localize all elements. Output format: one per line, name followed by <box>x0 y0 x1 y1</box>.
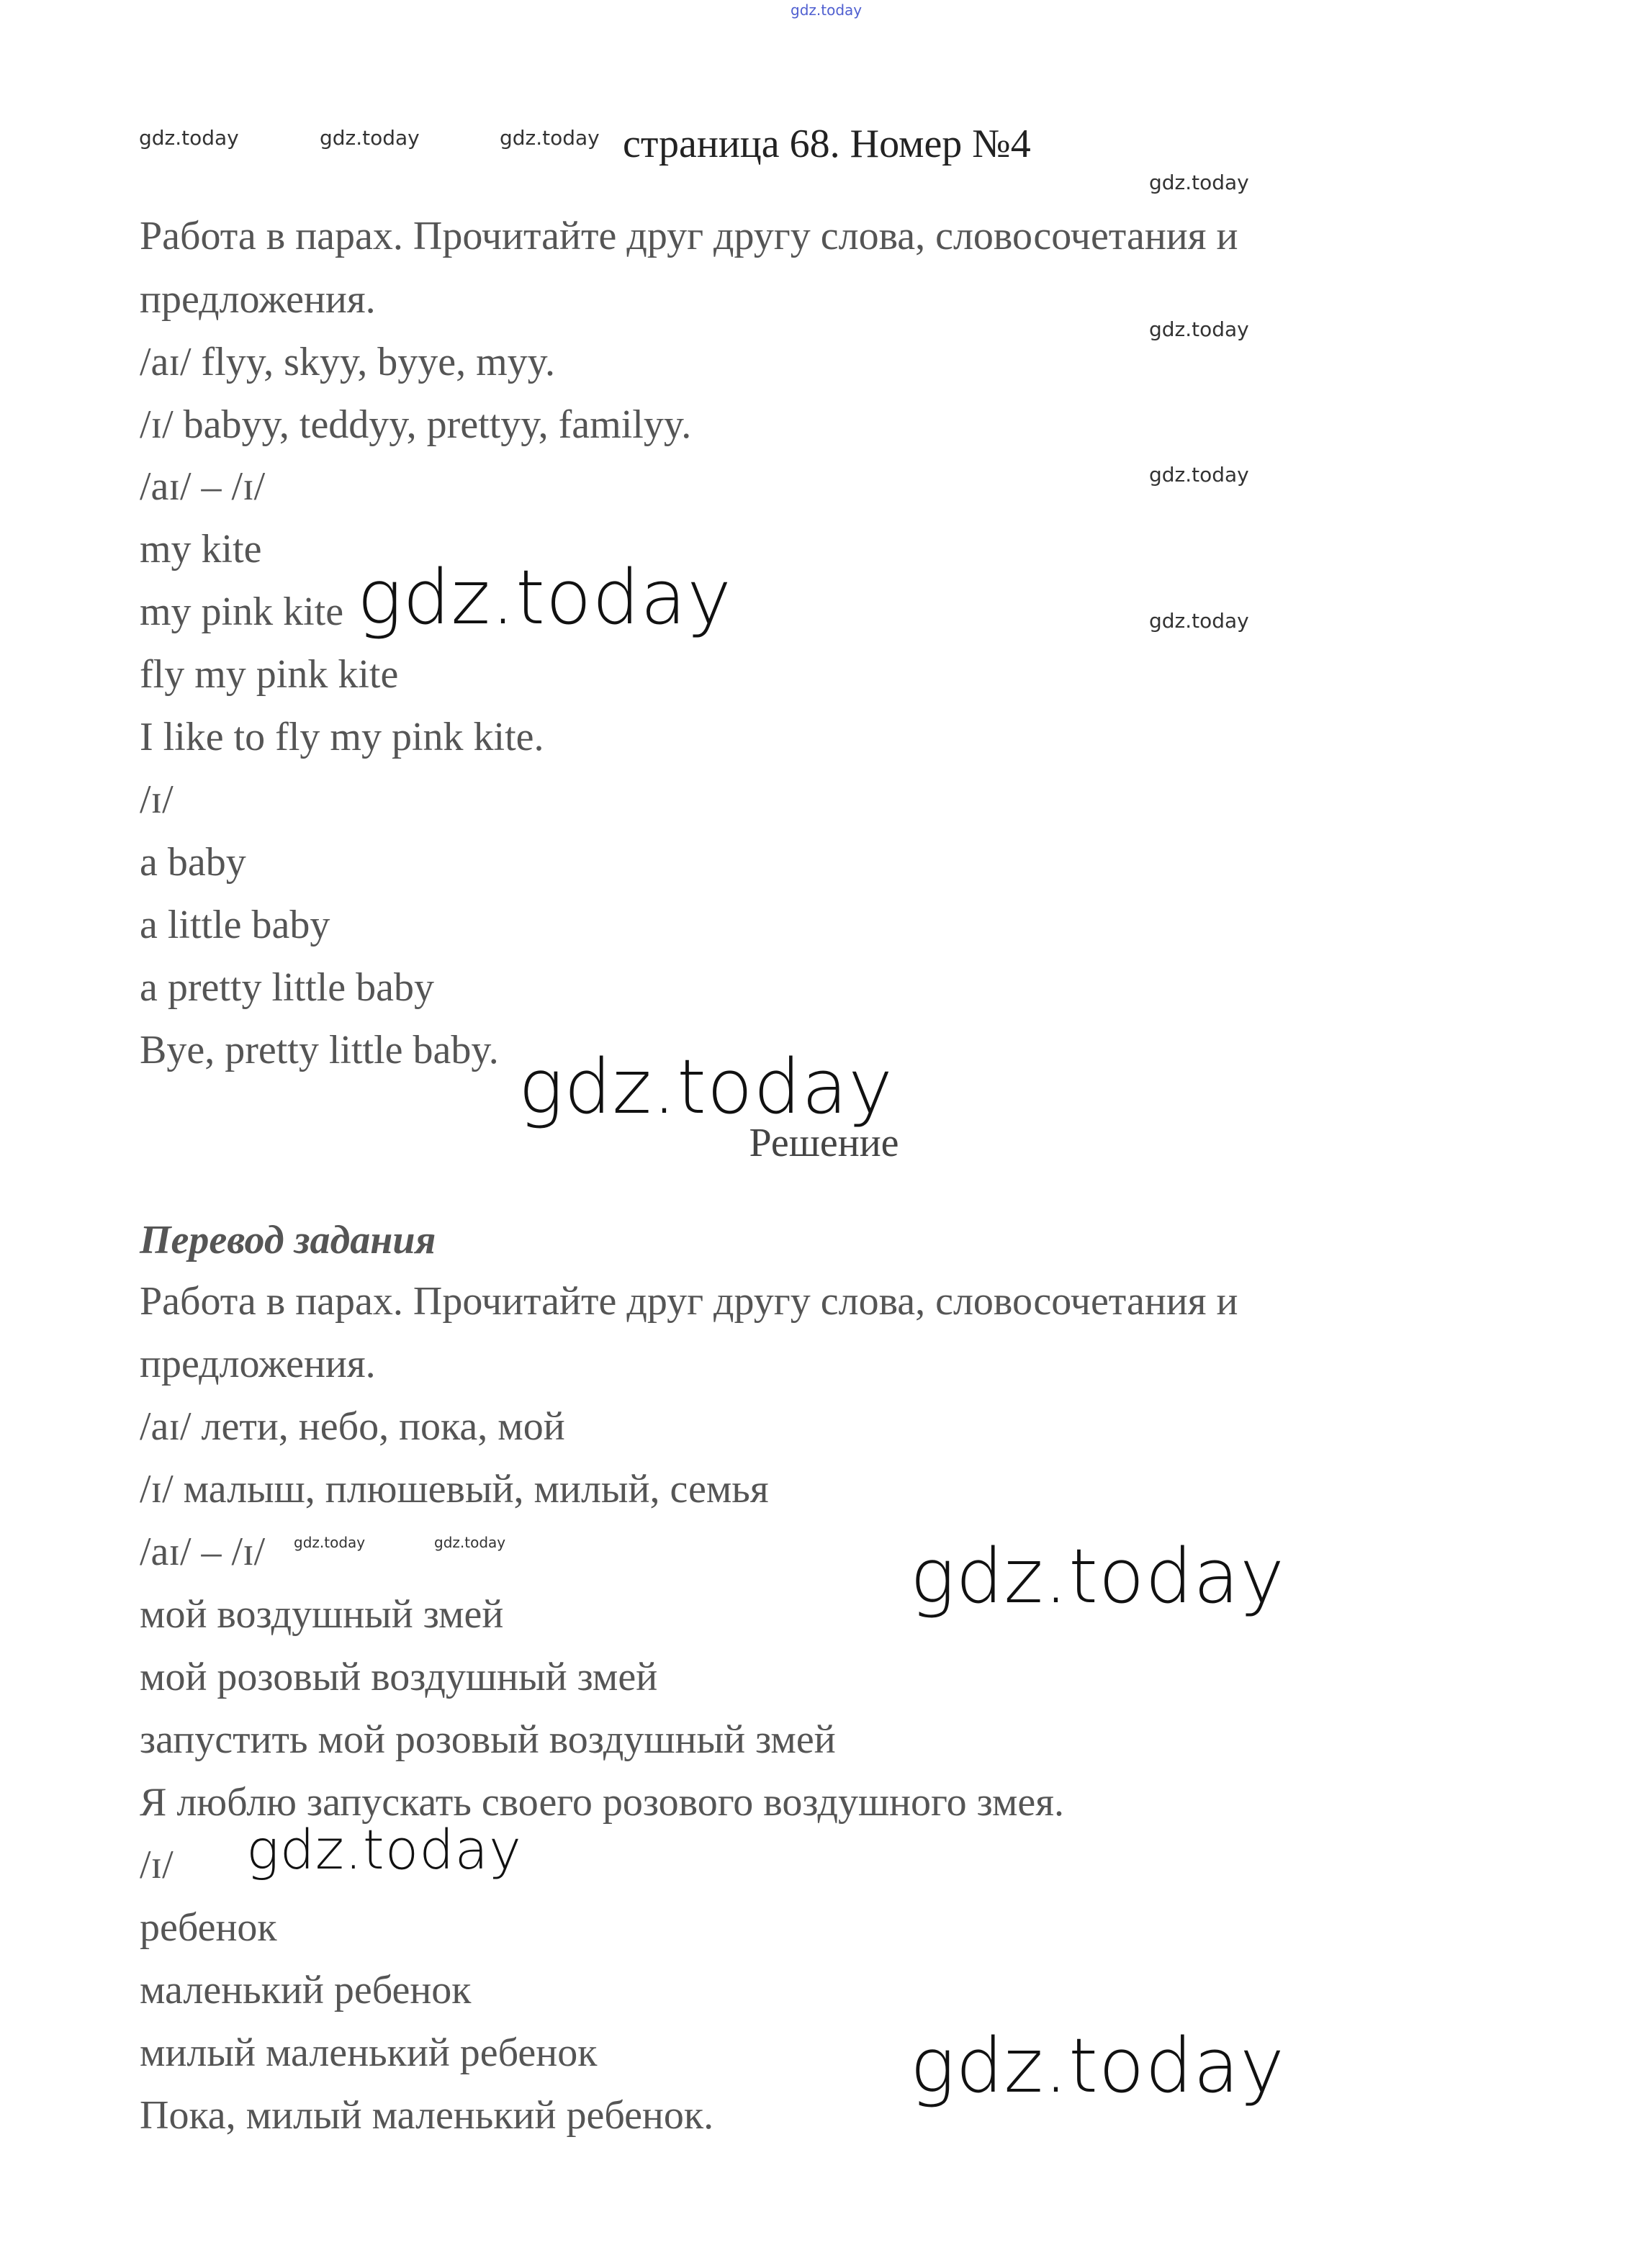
task-line: /ɪ/ <box>140 777 174 822</box>
translation-line: милый маленький ребенок <box>140 2030 598 2075</box>
translation-line: ребенок <box>140 1905 277 1950</box>
watermark: gdz.today <box>139 126 239 150</box>
watermark-large: gdz.today <box>357 554 732 641</box>
translation-line: предложения. <box>140 1342 376 1386</box>
watermark: gdz.today <box>294 1534 366 1551</box>
top-watermark: gdz.today <box>791 1 863 19</box>
watermark: gdz.today <box>1149 317 1249 341</box>
translation-line: Работа в парах. Прочитайте друг другу слова, словосочетания и <box>140 1279 1238 1324</box>
watermark-large: gdz.today <box>518 1043 893 1131</box>
watermark-large: gdz.today <box>910 2022 1285 2110</box>
translation-line: запустить мой розовый воздушный змей <box>140 1717 836 1762</box>
watermark-large: gdz.today <box>910 1532 1285 1620</box>
task-line: Bye, pretty little baby. <box>140 1028 499 1072</box>
task-line: /aɪ/ – /ɪ/ <box>140 464 266 509</box>
task-line: my pink kite <box>140 589 344 634</box>
translation-line: /ɪ/ малыш, плюшевый, милый, семья <box>140 1467 769 1512</box>
task-line: /aɪ/ flyy, skyy, byye, myy. <box>140 340 556 384</box>
watermark: gdz.today <box>434 1534 506 1551</box>
translation-line: Я люблю запускать своего розового воздушного змея. <box>140 1780 1065 1825</box>
task-line: Работа в парах. Прочитайте друг другу слова, словосочетания и <box>140 214 1238 258</box>
translation-line: /aɪ/ лети, небо, пока, мой <box>140 1404 565 1449</box>
task-line: a little baby <box>140 903 330 947</box>
page-title: страница 68. Номер №4 <box>623 122 1031 166</box>
watermark: gdz.today <box>1149 609 1249 633</box>
task-line: my kite <box>140 527 262 571</box>
task-line: fly my pink kite <box>140 652 399 697</box>
translation-line: Пока, милый маленький ребенок. <box>140 2093 714 2138</box>
watermark: gdz.today <box>500 126 600 150</box>
solution-title: Решение <box>749 1121 899 1165</box>
task-line: a baby <box>140 840 246 885</box>
translation-line: мой розовый воздушный змей <box>140 1655 658 1699</box>
task-line: I like to fly my pink kite. <box>140 715 544 759</box>
translation-heading: Перевод задания <box>140 1218 436 1262</box>
watermark: gdz.today <box>1149 171 1249 194</box>
task-line: a pretty little baby <box>140 965 434 1010</box>
watermark-medium: gdz.today <box>246 1817 522 1881</box>
task-line: предложения. <box>140 277 376 322</box>
translation-line: /ɪ/ <box>140 1843 174 1887</box>
translation-line: /aɪ/ – /ɪ/ <box>140 1530 266 1574</box>
translation-line: маленький ребенок <box>140 1968 472 2012</box>
translation-line: мой воздушный змей <box>140 1592 504 1637</box>
task-line: /ɪ/ babyy, teddyy, prettyy, familyy. <box>140 402 692 447</box>
watermark: gdz.today <box>320 126 420 150</box>
watermark: gdz.today <box>1149 463 1249 487</box>
